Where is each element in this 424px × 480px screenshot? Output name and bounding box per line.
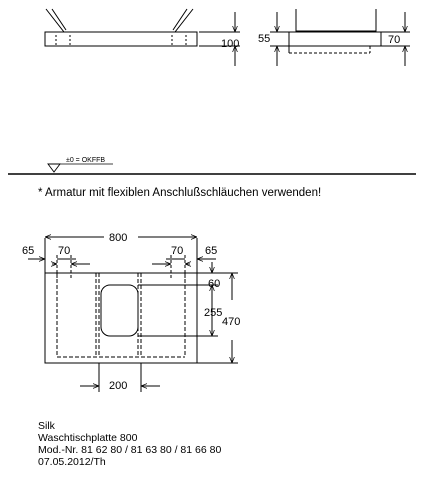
floor-reference — [8, 164, 416, 174]
bowl-outline — [46, 9, 193, 32]
installation-note: * Armatur mit flexiblen Anschlußschläuchen verwenden! — [38, 187, 322, 199]
product-name: Silk — [38, 420, 55, 432]
plan-left-inner-label: 70 — [58, 245, 71, 257]
countertop-plan — [45, 273, 197, 363]
side-right-label: 70 — [388, 34, 401, 46]
plan-bowl-depth-label: 255 — [204, 307, 223, 319]
plan-right-inner-label: 70 — [171, 245, 184, 257]
plan-bowl-width-label: 200 — [109, 380, 128, 392]
floor-label: ±0 = OKFFB — [66, 157, 106, 164]
bowl-plan — [101, 285, 138, 336]
model-numbers: Mod.-Nr. 81 62 80 / 81 63 80 / 81 66 80 — [38, 444, 222, 456]
plan-left-margin-label: 65 — [22, 245, 35, 257]
plan-depth-label: 470 — [222, 316, 241, 328]
side-left-label: 55 — [258, 33, 271, 45]
countertop-front — [45, 32, 197, 46]
front-height-label: 100 — [221, 38, 240, 50]
drawing-date: 07.05.2012/Th — [38, 456, 106, 468]
countertop-side — [289, 32, 381, 46]
plan-bowl-top-label: 60 — [208, 278, 221, 290]
plan-width-label: 800 — [109, 232, 128, 244]
plan-right-margin-label: 65 — [205, 245, 218, 257]
side-bowl-outline — [296, 9, 376, 31]
title-block — [38, 420, 221, 468]
front-view — [45, 9, 240, 66]
product-description: Waschtischplatte 800 — [38, 432, 138, 444]
